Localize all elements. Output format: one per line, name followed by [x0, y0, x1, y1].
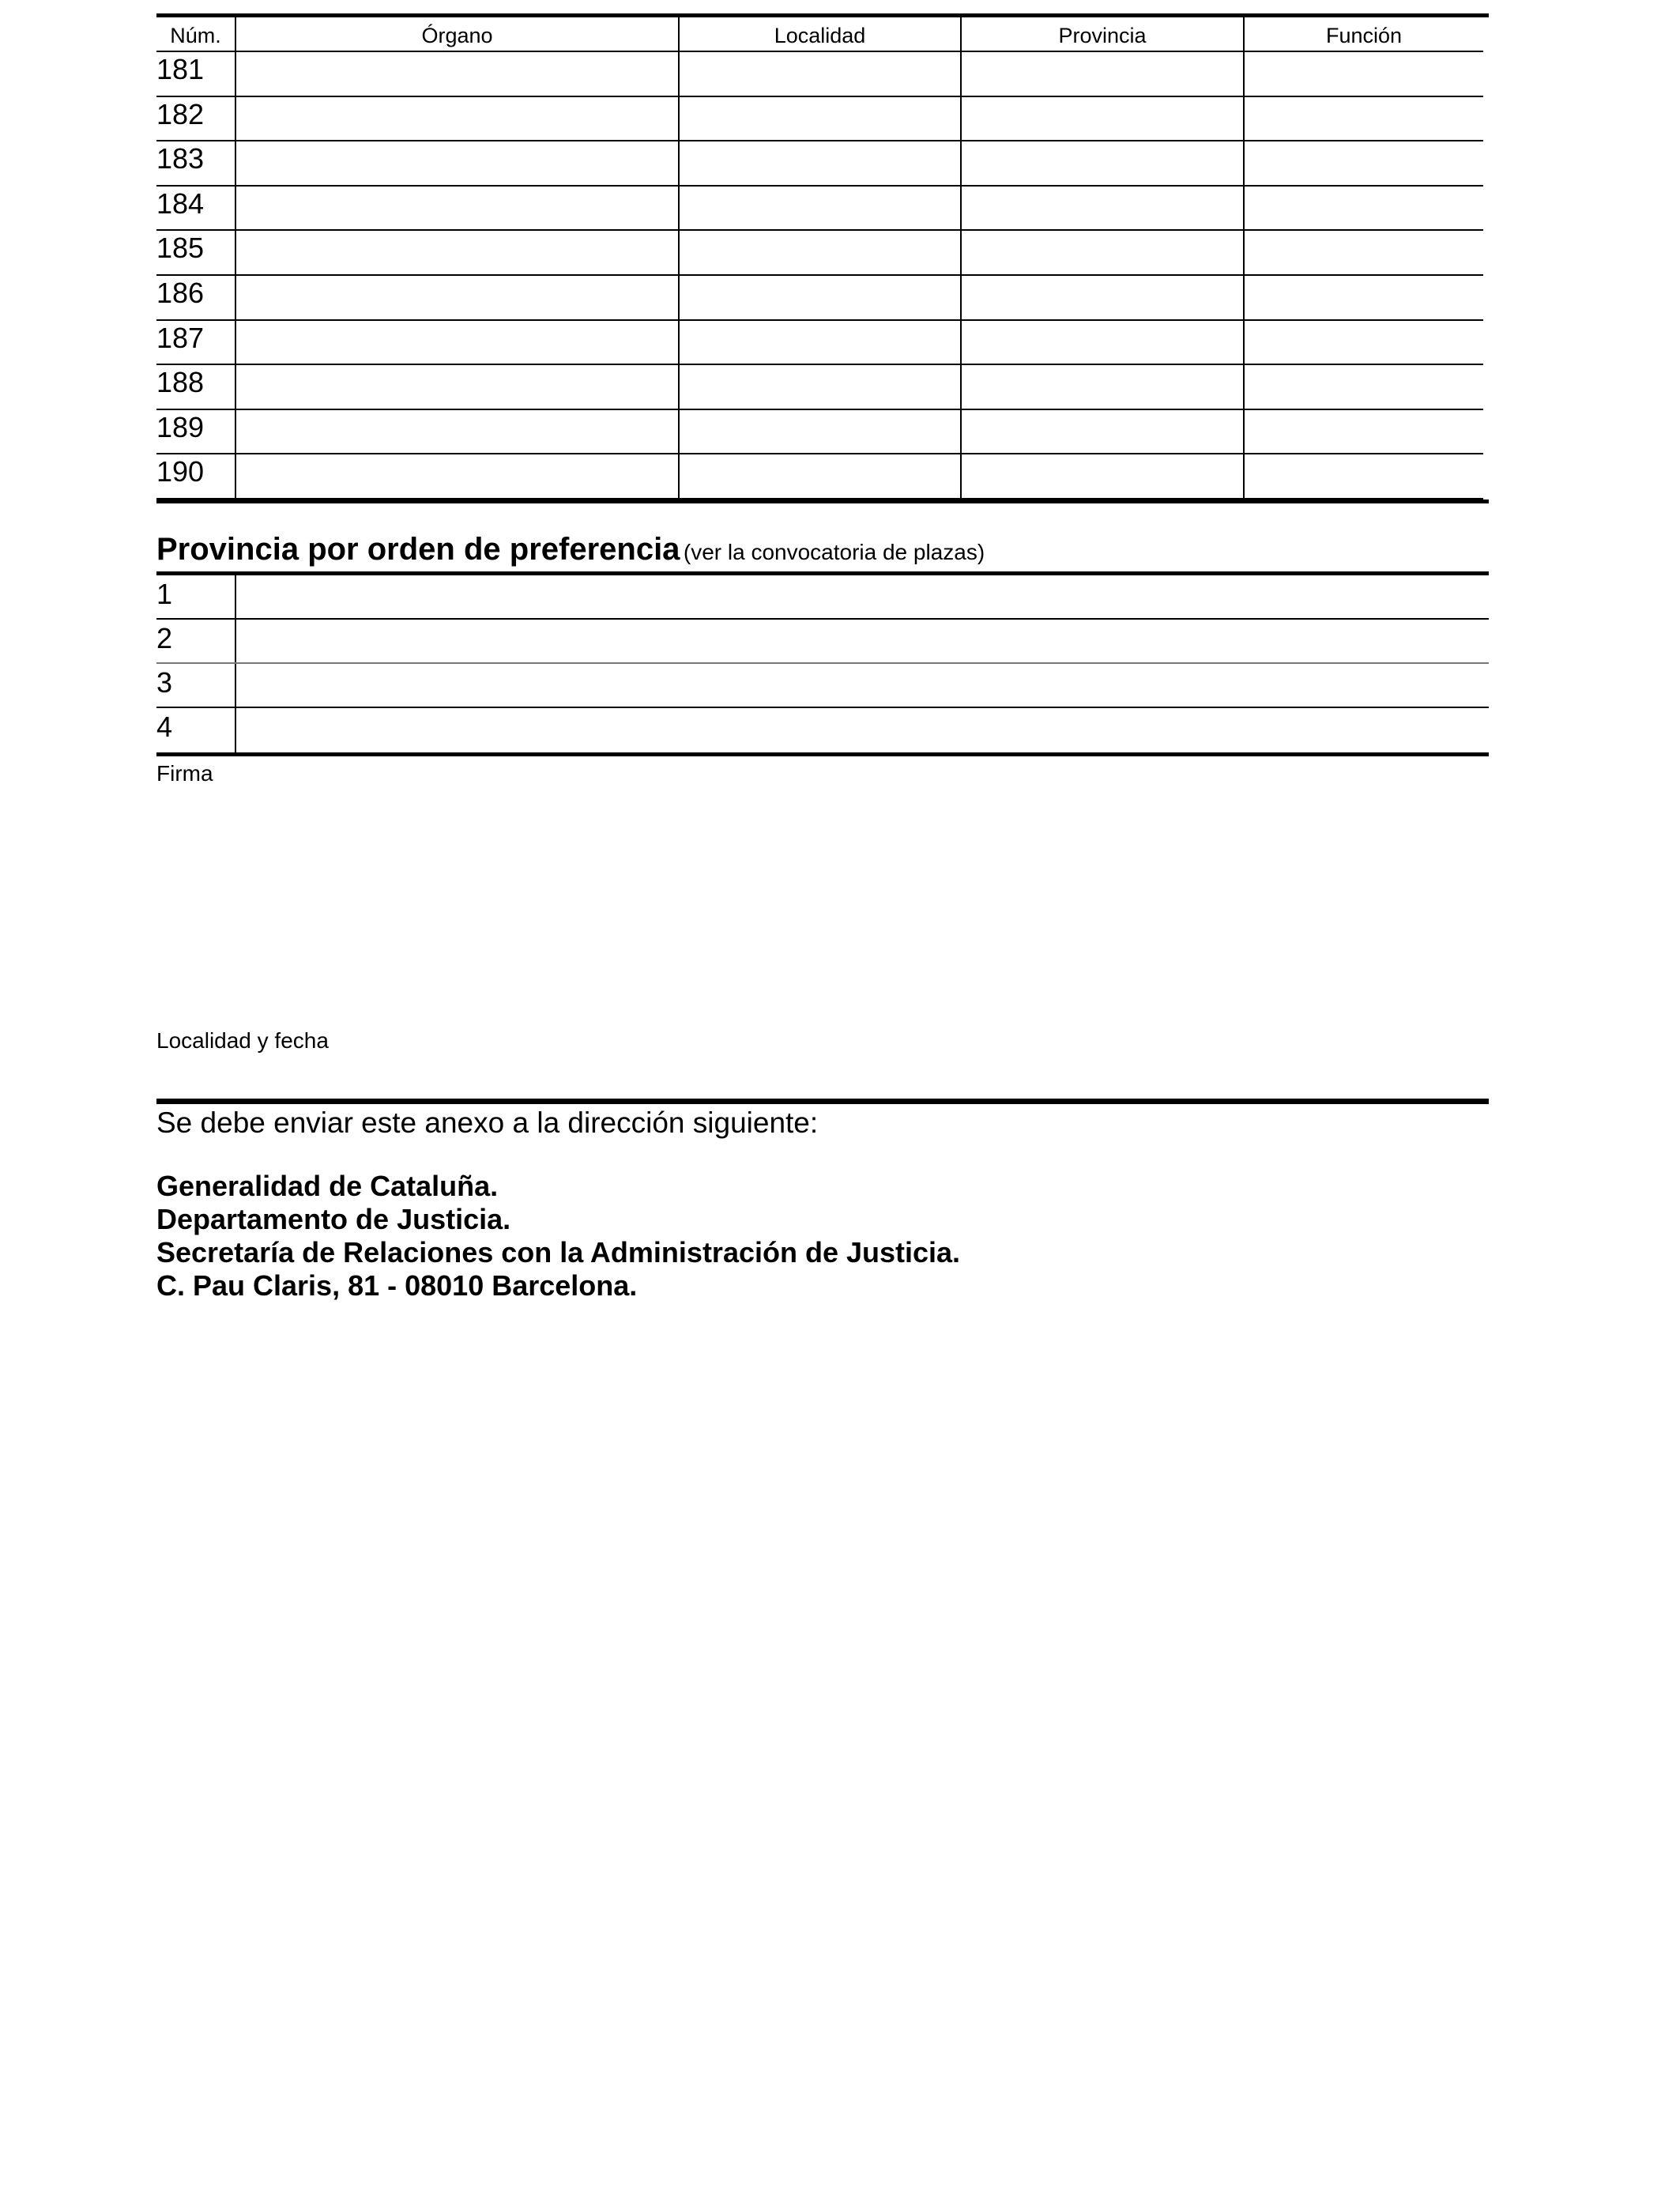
row-num: 183	[156, 141, 236, 187]
header-organo: Órgano	[236, 17, 680, 52]
header-provincia: Provincia	[962, 17, 1245, 52]
preferencia-title: Provincia por orden de preferencia	[156, 532, 680, 567]
table-row	[156, 321, 1489, 366]
preferencia-num: 1	[156, 575, 236, 618]
organo-field[interactable]	[236, 276, 680, 321]
funcion-field[interactable]	[1245, 365, 1483, 410]
provincia-field[interactable]	[962, 231, 1245, 276]
postal-address	[156, 1170, 960, 1302]
provincia-field[interactable]	[962, 52, 1245, 97]
funcion-field[interactable]	[1245, 454, 1483, 499]
section-divider	[156, 1099, 1489, 1104]
organo-field[interactable]	[236, 454, 680, 499]
row-num: 182	[156, 97, 236, 142]
localidad-field[interactable]	[680, 97, 962, 142]
provincia-field[interactable]	[962, 97, 1245, 142]
row-num: 188	[156, 365, 236, 410]
provincia-field[interactable]	[962, 321, 1245, 366]
table-bottom-rule	[156, 499, 1489, 503]
localidad-field[interactable]	[680, 454, 962, 499]
localidad-field[interactable]	[680, 276, 962, 321]
table-header-row	[156, 17, 1489, 52]
provincia-field[interactable]	[962, 141, 1245, 187]
row-num: 187	[156, 321, 236, 366]
preferencia-table	[156, 571, 1489, 756]
preferencia-field[interactable]	[236, 620, 1489, 662]
localidad-field[interactable]	[680, 410, 962, 455]
localidad-field[interactable]	[680, 321, 962, 366]
funcion-field[interactable]	[1245, 187, 1483, 232]
preferencia-num: 3	[156, 664, 236, 707]
table-row	[156, 365, 1489, 410]
header-num: Núm.	[156, 17, 236, 52]
funcion-field[interactable]	[1245, 52, 1483, 97]
row-num: 190	[156, 454, 236, 499]
funcion-field[interactable]	[1245, 231, 1483, 276]
funcion-field[interactable]	[1245, 97, 1483, 142]
address-line: Departamento de Justicia.	[156, 1203, 511, 1235]
organo-field[interactable]	[236, 321, 680, 366]
preferencia-num: 2	[156, 620, 236, 662]
list-item	[156, 575, 1489, 620]
table-row	[156, 141, 1489, 187]
preferencia-note: (ver la convocatoria de plazas)	[683, 540, 985, 564]
organo-field[interactable]	[236, 52, 680, 97]
plazas-table	[156, 13, 1489, 503]
row-num: 181	[156, 52, 236, 97]
firma-label: Firma	[156, 761, 213, 786]
localidad-field[interactable]	[680, 52, 962, 97]
provincia-field[interactable]	[962, 365, 1245, 410]
row-num: 186	[156, 276, 236, 321]
preferencia-heading	[156, 532, 985, 567]
organo-field[interactable]	[236, 231, 680, 276]
localidad-fecha-label: Localidad y fecha	[156, 1028, 329, 1053]
provincia-field[interactable]	[962, 410, 1245, 455]
preferencia-num: 4	[156, 708, 236, 752]
organo-field[interactable]	[236, 97, 680, 142]
address-line: Secretaría de Relaciones con la Administración de Justicia.	[156, 1236, 961, 1269]
preferencia-field[interactable]	[236, 708, 1489, 752]
row-num: 184	[156, 187, 236, 232]
organo-field[interactable]	[236, 410, 680, 455]
localidad-field[interactable]	[680, 141, 962, 187]
header-funcion: Función	[1245, 17, 1483, 52]
send-instructions: Se debe enviar este anexo a la dirección siguiente:	[156, 1106, 819, 1139]
preferencia-field[interactable]	[236, 664, 1489, 707]
funcion-field[interactable]	[1245, 321, 1483, 366]
preferencia-bottom-rule	[156, 752, 1489, 756]
organo-field[interactable]	[236, 365, 680, 410]
organo-field[interactable]	[236, 141, 680, 187]
preferencia-field[interactable]	[236, 575, 1489, 618]
table-row	[156, 97, 1489, 142]
row-num: 189	[156, 410, 236, 455]
list-item	[156, 708, 1489, 752]
provincia-field[interactable]	[962, 454, 1245, 499]
table-row	[156, 410, 1489, 455]
organo-field[interactable]	[236, 187, 680, 232]
table-row	[156, 454, 1489, 499]
table-row	[156, 231, 1489, 276]
address-line: C. Pau Claris, 81 - 08010 Barcelona.	[156, 1269, 638, 1302]
table-row	[156, 187, 1489, 232]
table-row	[156, 52, 1489, 97]
provincia-field[interactable]	[962, 187, 1245, 232]
funcion-field[interactable]	[1245, 276, 1483, 321]
row-num: 185	[156, 231, 236, 276]
list-item	[156, 664, 1489, 708]
header-localidad: Localidad	[680, 17, 962, 52]
address-line: Generalidad de Cataluña.	[156, 1170, 499, 1202]
funcion-field[interactable]	[1245, 141, 1483, 187]
localidad-field[interactable]	[680, 231, 962, 276]
table-row	[156, 276, 1489, 321]
provincia-field[interactable]	[962, 276, 1245, 321]
list-item	[156, 620, 1489, 664]
localidad-field[interactable]	[680, 365, 962, 410]
localidad-field[interactable]	[680, 187, 962, 232]
funcion-field[interactable]	[1245, 410, 1483, 455]
